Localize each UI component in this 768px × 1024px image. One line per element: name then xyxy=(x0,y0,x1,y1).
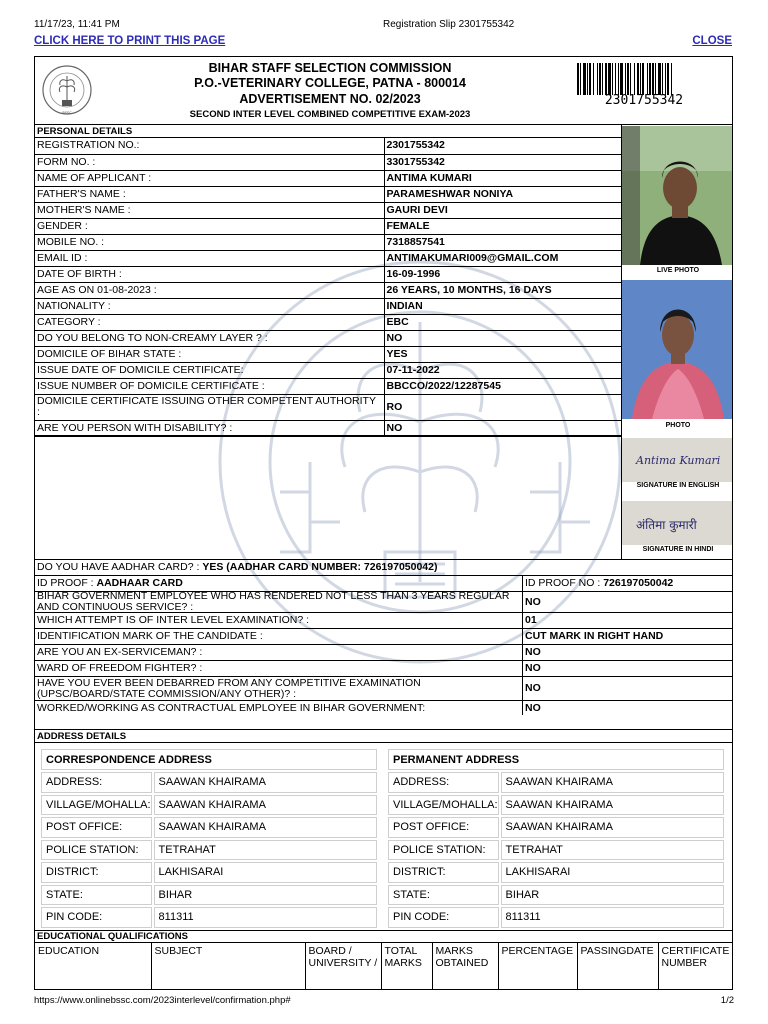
address-row xyxy=(41,817,377,838)
question-row xyxy=(35,612,733,628)
address-row xyxy=(388,862,724,883)
address-field-value: LAKHISARAI xyxy=(154,862,377,883)
address-row xyxy=(388,840,724,861)
personal-detail-row xyxy=(35,362,621,378)
address-field-label: STATE: xyxy=(41,885,152,906)
aadhar-answer: YES (AADHAR CARD NUMBER: 726197050042) xyxy=(202,561,438,573)
personal-detail-label: DOMICILE OF BIHAR STATE : xyxy=(35,346,384,362)
question-text: BIHAR GOVERNMENT EMPLOYEE WHO HAS RENDERED NOT LESS THAN 3 YEARS REGULAR AND CONTINUOUS SERVICE? : xyxy=(37,590,510,613)
barcode-number: 2301755342 xyxy=(604,93,684,108)
personal-detail-label: CATEGORY : xyxy=(35,314,384,330)
live-photo-caption: LIVE PHOTO xyxy=(656,267,700,274)
aadhar-question: DO YOU HAVE AADHAR CARD? : xyxy=(37,561,200,573)
aadhar-row xyxy=(35,559,733,575)
personal-detail-row xyxy=(35,170,621,186)
bssc-emblem-icon xyxy=(41,62,93,118)
commission-address: P.O.-VETERINARY COLLEGE, PATNA - 800014 xyxy=(194,76,466,90)
id-proof-no-label: ID PROOF NO : xyxy=(525,577,601,589)
education-table xyxy=(35,943,733,990)
personal-detail-label: ISSUE NUMBER OF DOMICILE CERTIFICATE : xyxy=(35,378,384,394)
address-row xyxy=(41,795,377,816)
svg-text:BSSC: BSSC xyxy=(62,111,72,115)
personal-detail-value: ANTIMAKUMARI009@GMAIL.COM xyxy=(384,250,621,266)
signature-english-caption: SIGNATURE IN ENGLISH xyxy=(636,482,720,489)
question-text: ARE YOU AN EX-SERVICEMAN? : xyxy=(37,646,203,658)
id-proof-value: AADHAAR CARD xyxy=(96,577,183,589)
personal-detail-value: ANTIMA KUMARI xyxy=(384,170,621,186)
personal-detail-label: ARE YOU PERSON WITH DISABILITY? : xyxy=(35,420,384,436)
personal-detail-value: FEMALE xyxy=(384,218,621,234)
address-field-value: BIHAR xyxy=(154,885,377,906)
personal-detail-row xyxy=(35,266,621,282)
personal-detail-row xyxy=(35,346,621,362)
personal-detail-value: 3301755342 xyxy=(384,154,621,170)
address-field-label: DISTRICT: xyxy=(41,862,152,883)
question-answer: NO xyxy=(522,677,733,700)
signature-hindi xyxy=(622,501,733,545)
address-row xyxy=(41,772,377,793)
address-field-value: SAAWAN KHAIRAMA xyxy=(501,772,724,793)
question-answer: 01 xyxy=(522,613,733,628)
id-proof-row xyxy=(35,575,733,591)
question-row xyxy=(35,591,733,612)
personal-detail-value: 07-11-2022 xyxy=(384,362,621,378)
personal-detail-row xyxy=(35,250,621,266)
address-field-label: ADDRESS: xyxy=(388,772,499,793)
svg-text:अंतिमा कुमारी: अंतिमा कुमारी xyxy=(636,518,697,532)
signature-english xyxy=(622,438,733,482)
address-field-label: STATE: xyxy=(388,885,499,906)
address-field-value: SAAWAN KHAIRAMA xyxy=(501,817,724,838)
personal-detail-row xyxy=(35,378,621,394)
personal-detail-value: PARAMESHWAR NONIYA xyxy=(384,186,621,202)
address-row xyxy=(388,772,724,793)
address-field-label: VILLAGE/MOHALLA: xyxy=(41,795,152,816)
personal-detail-value: YES xyxy=(384,346,621,362)
address-row xyxy=(41,840,377,861)
personal-detail-row xyxy=(35,154,621,170)
address-row xyxy=(388,795,724,816)
personal-detail-value: NO xyxy=(384,330,621,346)
personal-detail-label: FATHER'S NAME : xyxy=(35,186,384,202)
personal-detail-row xyxy=(35,138,621,154)
personal-detail-value: BBCCO/2022/12287545 xyxy=(384,378,621,394)
address-details-title: ADDRESS DETAILS xyxy=(35,729,733,743)
address-field-value: TETRAHAT xyxy=(501,840,724,861)
blank-area xyxy=(35,435,621,559)
personal-detail-label: MOTHER'S NAME : xyxy=(35,202,384,218)
permanent-address-title: PERMANENT ADDRESS xyxy=(388,749,724,770)
personal-detail-label: ISSUE DATE OF DOMICILE CERTIFICATE: xyxy=(35,362,384,378)
address-row xyxy=(41,907,377,928)
print-title: Registration Slip 2301755342 xyxy=(383,19,515,30)
personal-detail-value: 7318857541 xyxy=(384,234,621,250)
personal-detail-value: GAURI DEVI xyxy=(384,202,621,218)
address-field-value: 811311 xyxy=(501,907,724,928)
personal-detail-value: INDIAN xyxy=(384,298,621,314)
personal-detail-row xyxy=(35,282,621,298)
correspondence-address-table xyxy=(39,747,379,930)
education-column-header: BOARD / UNIVERSITY / xyxy=(305,943,381,990)
question-answer: NO xyxy=(522,592,733,612)
permanent-address-table xyxy=(386,747,726,930)
address-field-label: PIN CODE: xyxy=(41,907,152,928)
address-field-label: DISTRICT: xyxy=(388,862,499,883)
print-page-link[interactable]: CLICK HERE TO PRINT THIS PAGE xyxy=(34,35,226,47)
question-text: WHICH ATTEMPT IS OF INTER LEVEL EXAMINATION? : xyxy=(37,614,310,626)
personal-detail-label: REGISTRATION NO.: xyxy=(35,138,384,154)
close-link[interactable]: CLOSE xyxy=(692,35,732,47)
address-field-value: SAAWAN KHAIRAMA xyxy=(154,772,377,793)
address-field-value: 811311 xyxy=(154,907,377,928)
address-row xyxy=(388,907,724,928)
correspondence-address-title: CORRESPONDENCE ADDRESS xyxy=(41,749,377,770)
address-field-value: TETRAHAT xyxy=(154,840,377,861)
personal-detail-value: 16-09-1996 xyxy=(384,266,621,282)
question-text: WARD OF FREEDOM FIGHTER? : xyxy=(37,662,203,674)
print-header xyxy=(0,19,768,31)
personal-detail-row xyxy=(35,314,621,330)
personal-detail-row xyxy=(35,330,621,346)
education-column-header: PERCENTAGE xyxy=(498,943,577,990)
education-column-header: TOTAL MARKS xyxy=(381,943,432,990)
slip-header xyxy=(35,57,733,125)
address-row xyxy=(388,885,724,906)
personal-detail-row xyxy=(35,202,621,218)
question-text: IDENTIFICATION MARK OF THE CANDIDATE : xyxy=(37,630,263,642)
question-text: HAVE YOU EVER BEEN DEBARRED FROM ANY COMPETITIVE EXAMINATION (UPSC/BOARD/STATE COMMISSION/ANY OTHER)? : xyxy=(37,676,421,700)
exam-name: SECOND INTER LEVEL COMBINED COMPETITIVE EXAM-2023 xyxy=(189,109,471,120)
personal-detail-label: NAME OF APPLICANT : xyxy=(35,170,384,186)
advertisement-number: ADVERTISEMENT NO. 02/2023 xyxy=(239,92,421,106)
personal-detail-value: RO xyxy=(384,394,621,420)
address-field-label: POST OFFICE: xyxy=(388,817,499,838)
personal-detail-label: FORM NO. : xyxy=(35,154,384,170)
address-field-value: SAAWAN KHAIRAMA xyxy=(154,795,377,816)
personal-detail-label: DATE OF BIRTH : xyxy=(35,266,384,282)
photo-caption: PHOTO xyxy=(665,422,691,429)
address-field-label: ADDRESS: xyxy=(41,772,152,793)
question-row xyxy=(35,628,733,644)
print-page-number: 1/2 xyxy=(720,995,734,1006)
personal-detail-label: AGE AS ON 01-08-2023 : xyxy=(35,282,384,298)
personal-detail-label: EMAIL ID : xyxy=(35,250,384,266)
personal-detail-label: GENDER : xyxy=(35,218,384,234)
education-column-header: MARKS OBTAINED xyxy=(432,943,498,990)
address-field-label: POST OFFICE: xyxy=(41,817,152,838)
education-column-header: PASSINGDATE xyxy=(577,943,658,990)
question-answer: NO xyxy=(522,645,733,660)
personal-detail-label: DO YOU BELONG TO NON-CREAMY LAYER ? : xyxy=(35,330,384,346)
education-column-header: CERTIFICATE NUMBER xyxy=(661,945,730,969)
print-datetime: 11/17/23, 11:41 PM xyxy=(34,19,120,30)
personal-detail-label: MOBILE NO. : xyxy=(35,234,384,250)
personal-details-title: PERSONAL DETAILS xyxy=(35,125,621,138)
personal-detail-value: EBC xyxy=(384,314,621,330)
id-proof-label: ID PROOF : xyxy=(37,577,94,589)
personal-detail-row xyxy=(35,186,621,202)
address-row xyxy=(41,885,377,906)
live-photo xyxy=(622,126,733,265)
personal-detail-row xyxy=(35,234,621,250)
address-field-label: PIN CODE: xyxy=(388,907,499,928)
question-answer: NO xyxy=(522,701,733,715)
address-field-value: BIHAR xyxy=(501,885,724,906)
education-column-header: SUBJECT xyxy=(151,943,305,990)
personal-detail-label: DOMICILE CERTIFICATE ISSUING OTHER COMPETENT AUTHORITY : xyxy=(35,394,384,420)
personal-details-table xyxy=(35,138,621,437)
question-text: WORKED/WORKING AS CONTRACTUAL EMPLOYEE IN BIHAR GOVERNMENT: xyxy=(37,701,426,714)
registration-slip xyxy=(34,56,733,990)
question-row xyxy=(35,676,733,700)
personal-detail-value: NO xyxy=(384,420,621,436)
address-field-label: POLICE STATION: xyxy=(388,840,499,861)
commission-name: BIHAR STAFF SELECTION COMMISSION xyxy=(208,61,452,75)
id-proof-no-value: 726197050042 xyxy=(603,577,674,589)
question-row xyxy=(35,660,733,676)
personal-detail-label: NATIONALITY : xyxy=(35,298,384,314)
address-row xyxy=(41,862,377,883)
address-row xyxy=(388,817,724,838)
personal-detail-row xyxy=(35,420,621,436)
applicant-photo xyxy=(622,280,733,419)
personal-detail-row xyxy=(35,298,621,314)
personal-detail-row xyxy=(35,394,621,420)
address-field-value: SAAWAN KHAIRAMA xyxy=(501,795,724,816)
address-field-label: POLICE STATION: xyxy=(41,840,152,861)
address-field-value: LAKHISARAI xyxy=(501,862,724,883)
barcode-icon xyxy=(576,63,712,95)
signature-hindi-caption: SIGNATURE IN HINDI xyxy=(642,546,714,553)
education-title: EDUCATIONAL QUALIFICATIONS xyxy=(35,930,733,943)
question-answer: CUT MARK IN RIGHT HAND xyxy=(522,629,733,644)
address-field-label: VILLAGE/MOHALLA: xyxy=(388,795,499,816)
education-column-header: EDUCATION xyxy=(35,943,151,990)
address-field-value: SAAWAN KHAIRAMA xyxy=(154,817,377,838)
question-row xyxy=(35,644,733,660)
question-row xyxy=(35,700,733,715)
personal-detail-value: 2301755342 xyxy=(384,138,621,154)
print-footer xyxy=(0,995,768,1007)
print-url: https://www.onlinebssc.com/2023interlevel/confirmation.php# xyxy=(34,995,291,1006)
question-answer: NO xyxy=(522,661,733,676)
svg-text:Antima Kumari: Antima Kumari xyxy=(636,454,721,467)
personal-detail-value: 26 YEARS, 10 MONTHS, 16 DAYS xyxy=(384,282,621,298)
personal-detail-row xyxy=(35,218,621,234)
